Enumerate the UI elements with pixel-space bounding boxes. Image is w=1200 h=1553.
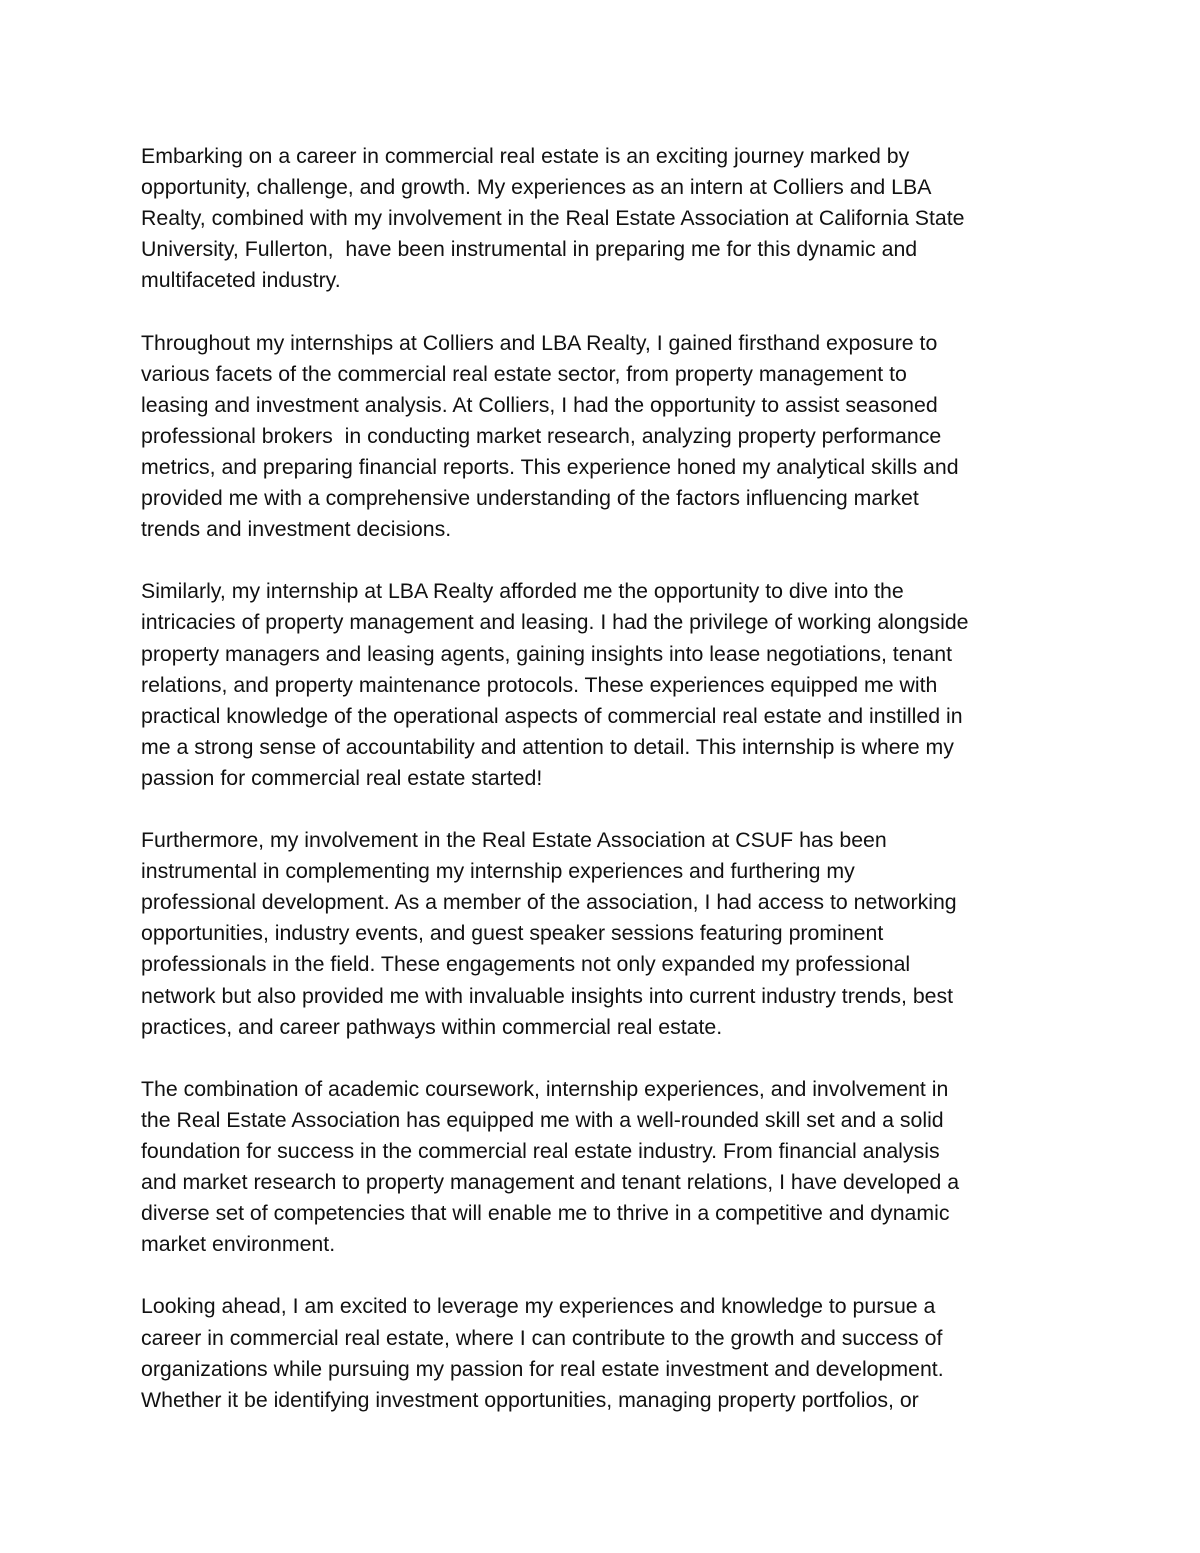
text-line: relations, and property maintenance protocols. These experiences equipped me with (141, 672, 938, 697)
text-line: instrumental in complementing my internship experiences and furthering my (141, 859, 855, 884)
document-body (141, 141, 1066, 1447)
paragraph-looking-ahead (141, 1291, 1066, 1415)
text-line: organizations while pursuing my passion for real estate investment and development. (141, 1356, 944, 1381)
text-line: professionals in the field. These engagements not only expanded my professional (141, 952, 911, 977)
text-line: Realty, combined with my involvement in the Real Estate Association at California State (141, 206, 965, 231)
text-line: opportunities, industry events, and guest speaker sessions featuring prominent (141, 921, 884, 946)
text-line: foundation for success in the commercial real estate industry. From financial analysis (141, 1139, 940, 1163)
text-line: metrics, and preparing financial reports. This experience honed my analytical skills and (141, 454, 959, 479)
text-line: Looking ahead, I am excited to leverage my experiences and knowledge to pursue a (141, 1294, 936, 1319)
text-line: and market research to property management and tenant relations, I have developed a (141, 1170, 960, 1195)
text-line: diverse set of competencies that will enable me to thrive in a competitive and dynamic (141, 1201, 950, 1226)
text-line: career in commercial real estate, where I can contribute to the growth and success of (141, 1325, 943, 1350)
text-line: the Real Estate Association has equipped me with a well-rounded skill set and a solid (141, 1107, 944, 1132)
text-line: leasing and investment analysis. At Colliers, I had the opportunity to assist seasoned (141, 392, 938, 417)
text-line: practices, and career pathways within commercial real estate. (141, 1014, 723, 1039)
text-line: Whether it be identifying investment opportunities, managing property portfolios, or (141, 1387, 919, 1412)
text-line: Furthermore, my involvement in the Real Estate Association at CSUF has been (141, 828, 887, 853)
paragraph-lba-realty (141, 576, 1066, 794)
text-line: market environment. (141, 1232, 336, 1257)
paragraph-internships (141, 328, 1066, 546)
text-line: Embarking on a career in commercial real estate is an exciting journey marked by (141, 144, 910, 168)
text-line: me a strong sense of accountability and attention to detail. This internship is where my (141, 734, 954, 759)
text-line: intricacies of property management and leasing. I had the privilege of working alongside (141, 610, 969, 635)
text-line: professional brokers in conducting market research, analyzing property performance (141, 423, 942, 448)
text-line: opportunity, challenge, and growth. My experiences as an intern at Colliers and LBA (141, 175, 932, 200)
text-line: multifaceted industry. (141, 268, 341, 293)
text-line: University, Fullerton, have been instrumental in preparing me for this dynamic and (141, 237, 918, 262)
text-line: property managers and leasing agents, gaining insights into lease negotiations, tenant (141, 641, 953, 666)
text-line: various facets of the commercial real estate sector, from property management to (141, 361, 907, 386)
text-line: Similarly, my internship at LBA Realty afforded me the opportunity to dive into the (141, 579, 904, 604)
text-line: provided me with a comprehensive understanding of the factors influencing market (141, 486, 919, 511)
paragraph-association (141, 825, 1066, 1043)
text-line: network but also provided me with invaluable insights into current industry trends, best (141, 983, 954, 1008)
text-line: passion for commercial real estate started! (141, 765, 543, 790)
text-line: practical knowledge of the operational aspects of commercial real estate and instilled in (141, 703, 963, 728)
paragraph-intro (141, 141, 1066, 296)
paragraph-combination (141, 1074, 1066, 1261)
text-line: professional development. As a member of the association, I had access to networking (141, 890, 957, 915)
text-line: trends and investment decisions. (141, 517, 452, 542)
text-line: The combination of academic coursework, internship experiences, and involvement in (141, 1076, 949, 1101)
text-line: Throughout my internships at Colliers and LBA Realty, I gained firsthand exposure to (141, 330, 938, 355)
